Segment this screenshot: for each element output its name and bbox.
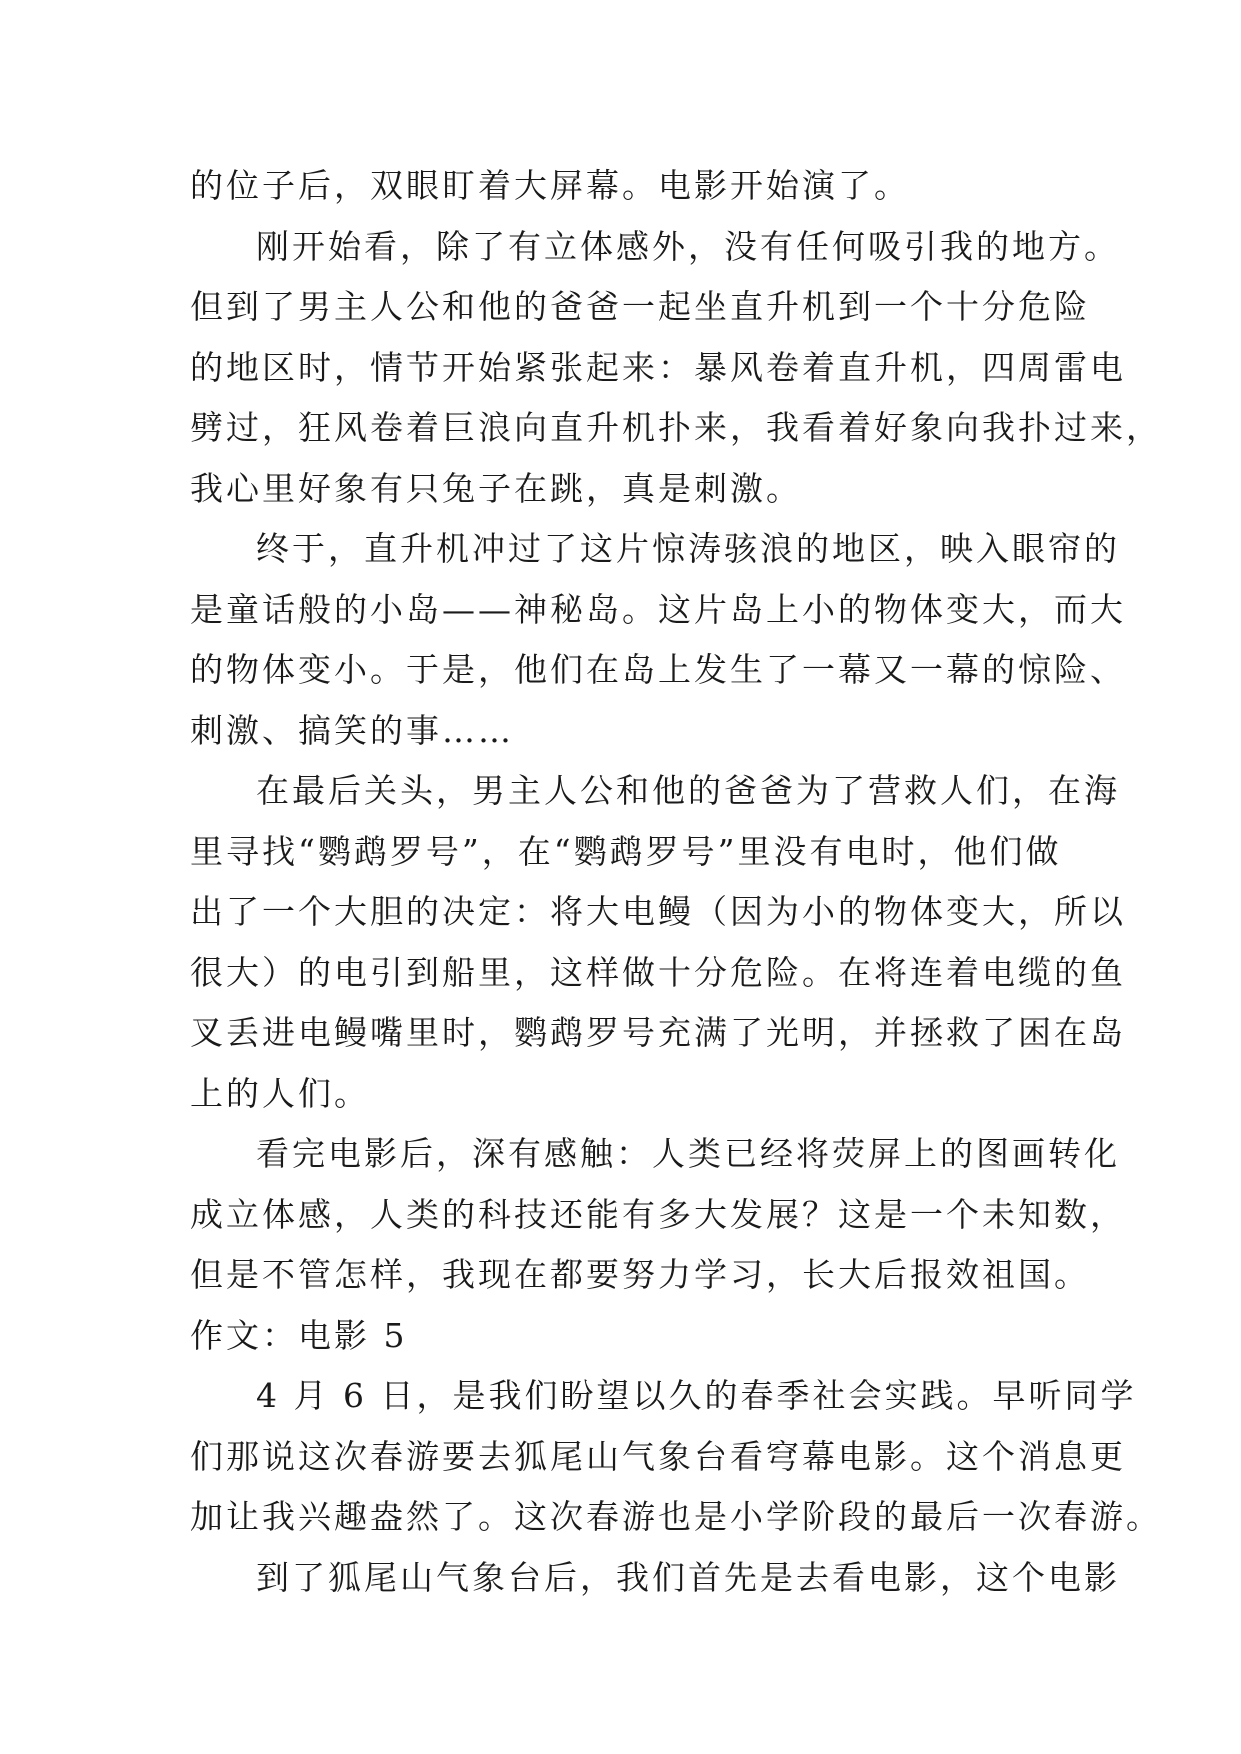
text-line: 但到了男主人公和他的爸爸一起坐直升机到一个十分危险 (190, 287, 1090, 326)
text-line: 的物体变小。于是，他们在岛上发生了一幕又一幕的惊险、 (190, 650, 1126, 689)
text-line: 里寻找“鹦鹉罗号”，在“鹦鹉罗号”里没有电时，他们做 (190, 831, 1062, 871)
essay-body (190, 156, 1162, 1608)
text-line: 很大）的电引到船里，这样做十分危险。在将连着电缆的鱼 (190, 952, 1126, 992)
text-line: 上的人们。 (190, 1073, 370, 1113)
text-line: 但是不管怎样，我现在都要努力学习，长大后报效祖国。 (190, 1255, 1090, 1294)
text-line: 4 月 6 日，是我们盼望以久的春季社会实践。早听同学 (256, 1376, 1137, 1415)
text-line: 的地区时，情节开始紧张起来：暴风卷着直升机，四周雷电 (190, 347, 1126, 387)
text-line: 终于，直升机冲过了这片惊涛骇浪的地区，映入眼帘的 (256, 529, 1120, 568)
text-line: 叉丢进电鳗嘴里时，鹦鹉罗号充满了光明，并拯救了困在岛 (190, 1013, 1126, 1052)
text-line: 们那说这次春游要去狐尾山气象台看穹幕电影。这个消息更 (190, 1436, 1126, 1476)
section-heading: 作文：电影 5 (190, 1315, 408, 1355)
text-line: 刺激、搞笑的事…… (190, 710, 514, 750)
text-line: 的位子后，双眼盯着大屏幕。电影开始演了。 (190, 166, 910, 205)
text-line: 到了狐尾山气象台后，我们首先是去看电影，这个电影 (256, 1557, 1120, 1597)
text-line: 刚开始看，除了有立体感外，没有任何吸引我的地方。 (256, 226, 1120, 266)
text-line: 出了一个大胆的决定：将大电鳗（因为小的物体变大，所以 (190, 892, 1126, 931)
text-line: 在最后关头，男主人公和他的爸爸为了营救人们，在海 (256, 771, 1120, 810)
text-line: 我心里好象有只兔子在跳，真是刺激。 (190, 468, 802, 508)
text-line: 是童话般的小岛——神秘岛。这片岛上小的物体变大，而大 (190, 589, 1126, 629)
text-line: 加让我兴趣盎然了。这次春游也是小学阶段的最后一次春游。 (190, 1497, 1162, 1536)
text-line: 看完电影后，深有感触：人类已经将荧屏上的图画转化 (256, 1134, 1120, 1173)
text-line: 成立体感，人类的科技还能有多大发展？这是一个未知数， (190, 1194, 1126, 1234)
text-line: 劈过，狂风卷着巨浪向直升机扑来，我看着好象向我扑过来， (190, 408, 1162, 447)
